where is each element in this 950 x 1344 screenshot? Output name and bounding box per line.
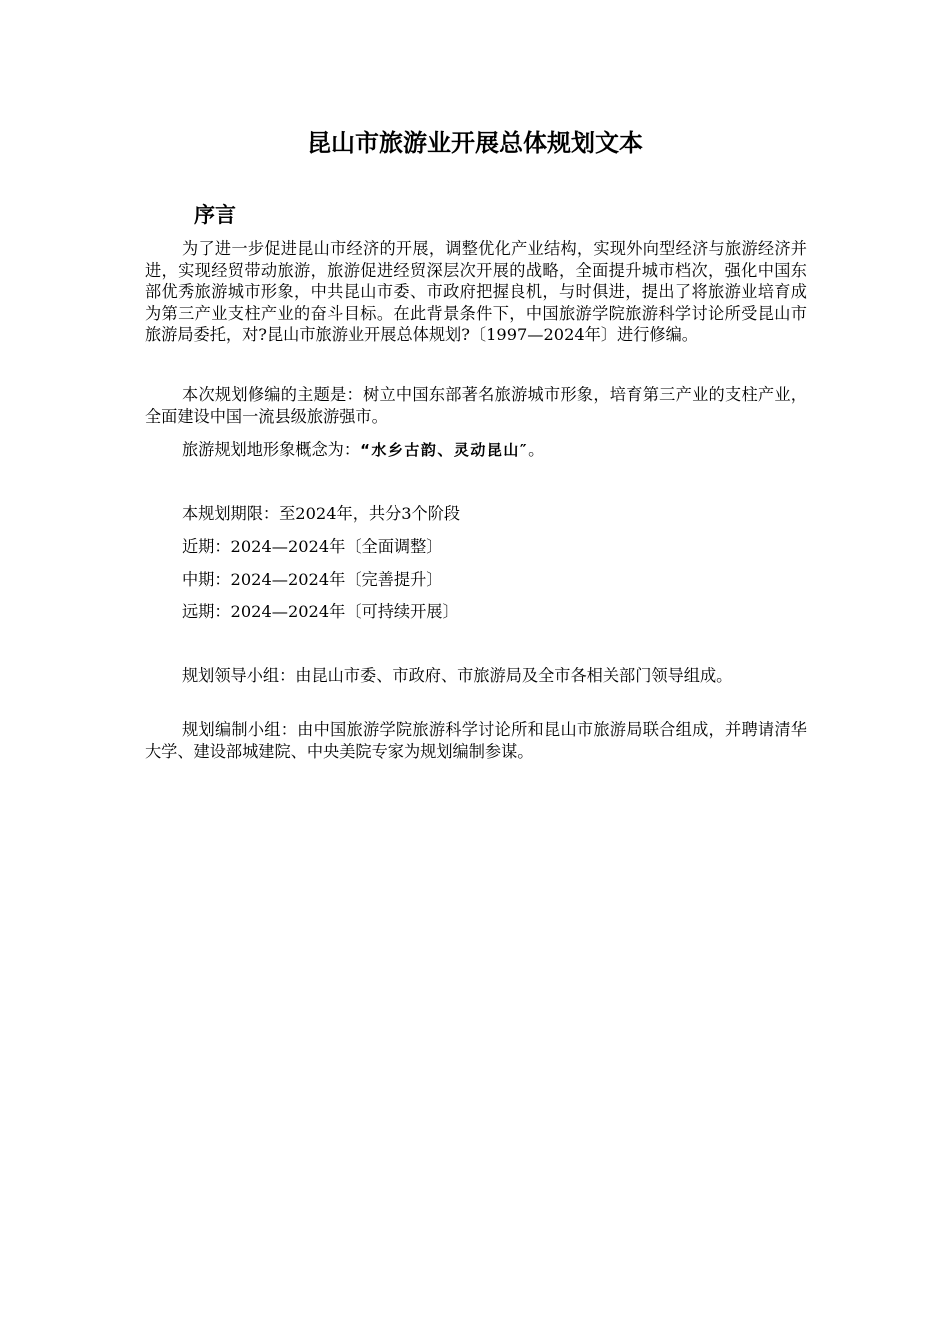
document-title: 昆山市旅游业开展总体规划文本: [307, 129, 643, 157]
paragraph-long-term: 远期：2024—2024年〔可持续开展〕: [182, 602, 459, 621]
paragraph-intro: 为了进一步促进昆山市经济的开展，调整优化产业结构，实现外向型经济与旅游经济并进，实现经贸带动旅游，旅游促进经贸深层次开展的战略，全面提升城市档次，强化中国东部优秀旅游城市形象，中共昆山市委、市政府把握良机，与时俱进，提出了将旅游业培育成为第三产业支柱产业的奋斗目标。在此背景条件下，中国旅游学院旅游科学讨论所受昆山市旅游局委托，对?昆山市旅游业开展总体规划?〔1997—2024年〕进行修编。: [145, 239, 807, 345]
paragraph-near-term: 近期：2024—2024年〔全面调整〕: [182, 537, 443, 556]
paragraph-theme: 本次规划修编的主题是：树立中国东部著名旅游城市形象，培育第三产业的支柱产业，全面建设中国一流县级旅游强市。: [145, 385, 807, 426]
section-heading-preface: 序言: [194, 203, 236, 227]
paragraph-mid-term: 中期：2024—2024年〔完善提升〕: [182, 570, 443, 589]
paragraph-leading-group: 规划领导小组：由昆山市委、市政府、市旅游局及全市各相关部门领导组成。: [182, 666, 733, 685]
image-concept-prefix: 旅游规划地形象概念为：: [182, 440, 361, 459]
image-concept-slogan: “水乡古韵、灵动昆山″: [360, 441, 529, 459]
paragraph-image-concept: [145, 439, 807, 462]
paragraph-planning-period: 本规划期限：至2024年，共分3个阶段: [182, 504, 461, 523]
paragraph-compiling-group: 规划编制小组：由中国旅游学院旅游科学讨论所和昆山市旅游局联合组成，并聘请清华大学、建设部城建院、中央美院专家为规划编制参谋。: [145, 720, 807, 761]
image-concept-suffix: 。: [528, 440, 545, 459]
